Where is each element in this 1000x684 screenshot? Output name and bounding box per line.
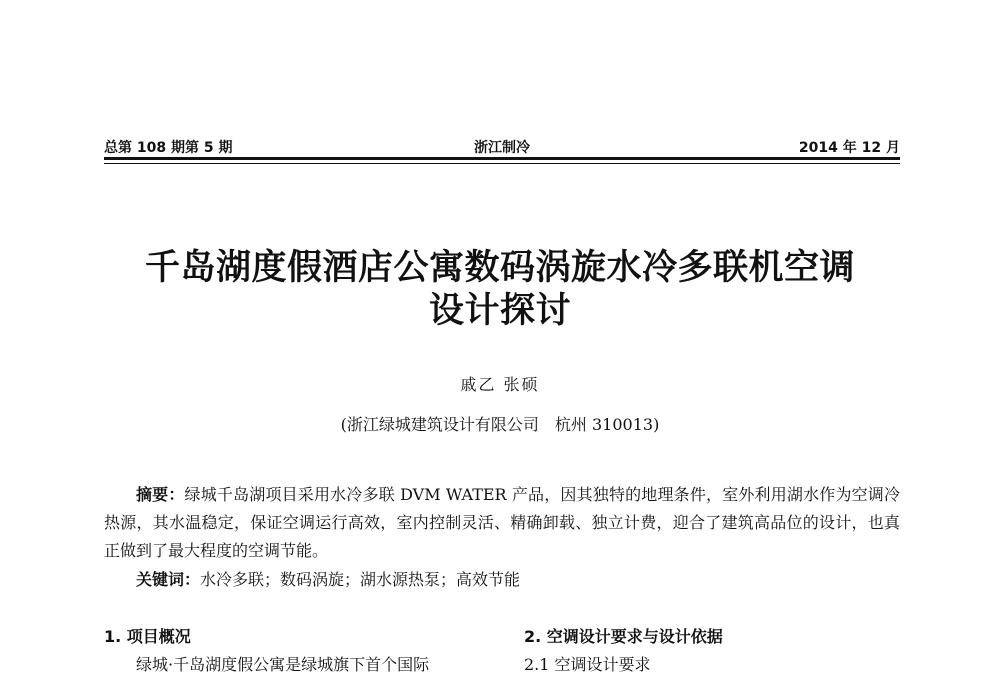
keywords-label: 关键词： [136,570,201,589]
issue-date: 2014 年 12 月 [798,140,900,156]
keywords-text: 水冷多联；数码涡旋；湖水源热泵；高效节能 [200,570,521,589]
left-column [104,624,484,680]
running-header [104,137,900,159]
abstract-text: 绿城千岛湖项目采用水冷多联 DVM WATER 产品，因其独特的地理条件，室外利用湖水作为空调冷热源，其水温稳定，保证空调运行高效，室内控制灵活、精确卸载、独立计费，迎合了建筑高品位的设计，也真正做到了最大程度的空调节能。 [104,485,900,560]
title-line-2: 设计探讨 [428,290,571,331]
right-column [524,624,900,680]
affiliation: (浙江绿城建筑设计有限公司 杭州 310013) [340,415,660,434]
header-rule-thick [104,157,900,160]
header-rule-thin [104,163,900,164]
issue-number: 总第 108 期第 5 期 [104,140,233,156]
title-line-1: 千岛湖度假酒店公寓数码涡旋水冷多联机空调 [144,247,855,288]
keywords [104,566,900,594]
section-2-1-heading: 2.1 空调设计要求 [524,655,651,674]
section-1-text: 绿城·千岛湖度假公寓是绿城旗下首个国际 [136,655,430,674]
paper-title [0,246,1000,332]
section-1-heading: 1. 项目概况 [104,627,191,646]
authors: 戚乙 张硕 [460,375,540,394]
abstract [104,481,900,565]
abstract-label: 摘要： [136,485,185,504]
section-2-heading: 2. 空调设计要求与设计依据 [524,627,723,646]
journal-name: 浙江制冷 [474,140,530,156]
